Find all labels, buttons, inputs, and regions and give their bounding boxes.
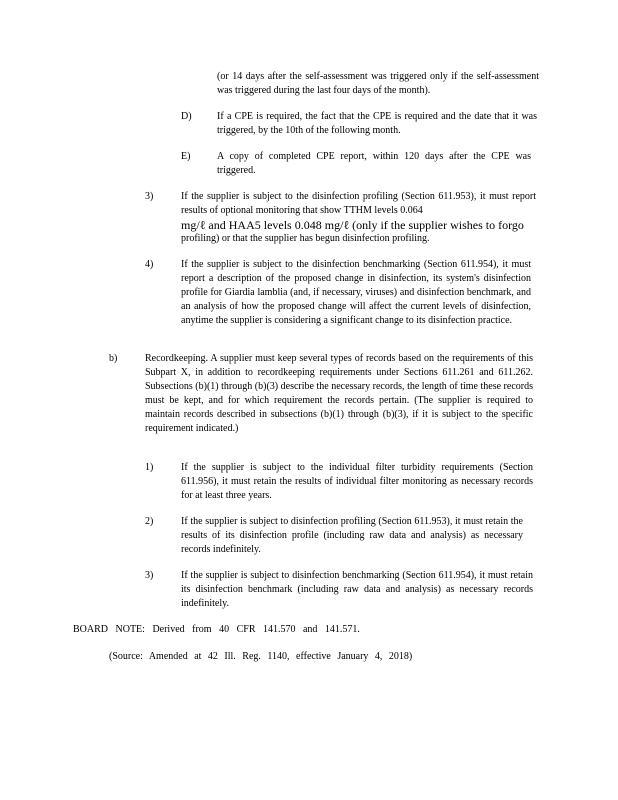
record-item-label-3: 3): [145, 570, 154, 581]
record-item-label-1: 1): [145, 462, 154, 473]
recordkeeping-label: b): [109, 353, 118, 364]
record-item-3-text: If the supplier is subject to disinfection benchmarking (Section 611.954), it must retain its disinfection benchmark (including raw data and analysis) as necessary records indefinitely.: [181, 570, 533, 609]
record-item-label-2: 2): [145, 516, 154, 527]
item-e-paragraph: [217, 150, 531, 178]
item-3-reporting-paragraph: [181, 190, 536, 246]
item-label-e: E): [181, 151, 191, 162]
item-3-reporting-text-c: profiling) or that the supplier has begun disinfection profiling.: [181, 233, 430, 244]
item-label-d: D): [181, 111, 192, 122]
item-4-reporting-text: If the supplier is subject to the disinfection benchmarking (Section 611.954), it must report a description of the proposed change in disinfection, its system's disinfection profile for Giardia lamblia (and, if necessary, viruses) and disinfection benchmark, and an analysis of how the proposed change will affect the current levels of disinfection, anytime the supplier is considering a significant change to its disinfection practice.: [181, 259, 531, 326]
recordkeeping-text: Recordkeeping. A supplier must keep several types of records based on the requirements of this Subpart X, in addition to recordkeeping requirements under Sections 611.261 and 611.262. Subsections (b)(1) through (b)(3) describe the necessary records, the length of time these records must be kept, and for which requirement the records pertain. (The supplier is required to maintain records described in subsections (b)(1) through (b)(3), if it is subject to the specific requirement indicated.): [145, 353, 533, 434]
record-item-2-text: If the supplier is subject to disinfection profiling (Section 611.953), it must retain the results of its disinfection profile (including raw data and analysis) as necessary records indefinitely.: [181, 516, 523, 555]
record-item-3-paragraph: [181, 569, 533, 611]
item-label-4-reporting: 4): [145, 259, 154, 270]
item-4-reporting-paragraph: [181, 258, 531, 328]
board-note: BOARD NOTE: Derived from 40 CFR 141.570 and 141.571.: [73, 624, 360, 635]
continuation-paragraph: [217, 70, 539, 98]
item-3-reporting-text-a: If the supplier is subject to the disinfection profiling (Section 611.953), it must report results of optional monitoring that show TTHM levels 0.064: [181, 191, 536, 216]
record-item-1-paragraph: [181, 461, 533, 503]
item-d-paragraph: [217, 110, 537, 138]
item-e-text: A copy of completed CPE report, within 120 days after the CPE was triggered.: [217, 151, 531, 176]
continuation-text: (or 14 days after the self-assessment was triggered only if the self-assessment was triggered during the last four days of the month).: [217, 71, 539, 96]
record-item-1-text: If the supplier is subject to the individual filter turbidity requirements (Section 611.956), it must retain the results of individual filter monitoring as necessary records for at least three years.: [181, 462, 533, 501]
source-note: (Source: Amended at 42 Ill. Reg. 1140, effective January 4, 2018): [109, 651, 413, 662]
recordkeeping-paragraph: [145, 352, 533, 436]
item-d-text: If a CPE is required, the fact that the CPE is required and the date that it was triggered, by the 10th of the following month.: [217, 111, 537, 136]
item-label-3-reporting: 3): [145, 191, 154, 202]
record-item-2-paragraph: [181, 515, 523, 557]
item-3-reporting-text-b: mg/ℓ and HAA5 levels 0.048 mg/ℓ (only if the supplier wishes to forgo: [181, 218, 524, 232]
